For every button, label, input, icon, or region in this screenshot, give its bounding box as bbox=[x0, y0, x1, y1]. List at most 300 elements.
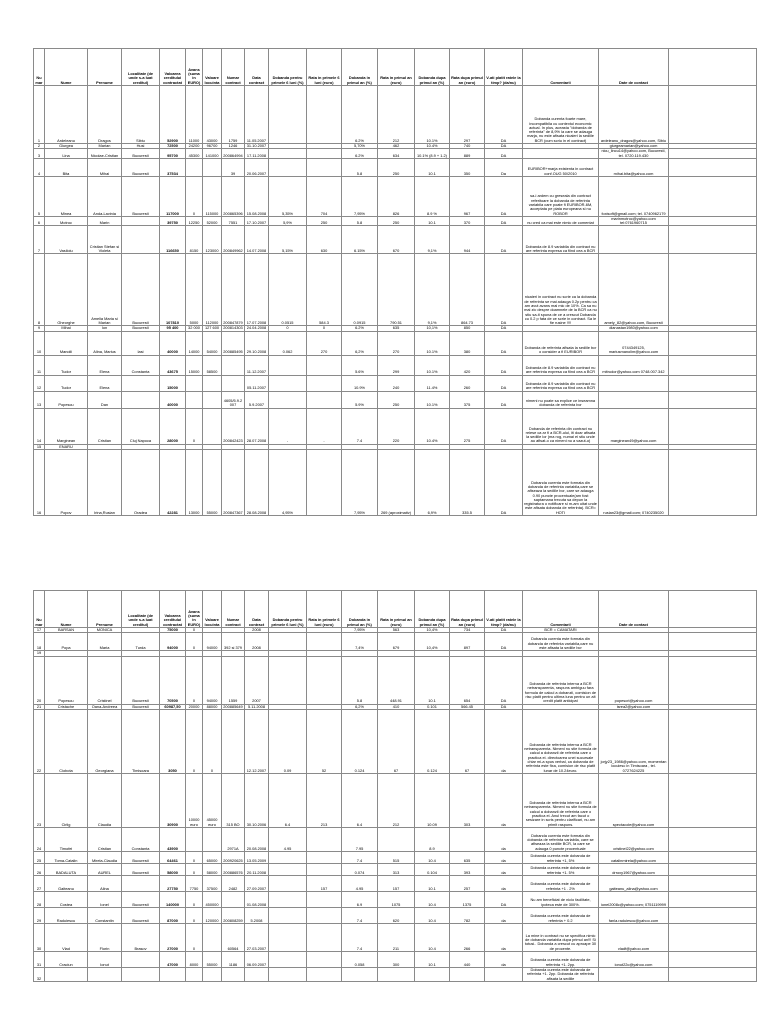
cell-data-contract: 5.2008 bbox=[245, 907, 269, 923]
cell-numar: 29 bbox=[34, 907, 45, 923]
cell-date-contact: 0744349125, mariusmanolim@yahoo.com bbox=[599, 331, 669, 355]
cell-valoare-locuinta: 112000 bbox=[203, 254, 222, 326]
cell-data-contract: 11.12.2007 bbox=[245, 355, 269, 375]
header-comentarii: Comentarii bbox=[523, 591, 599, 628]
cell-rata-dupa-primul-an: 864.73 bbox=[450, 254, 485, 326]
cell-rata-dupa-primul-an: 375 bbox=[450, 391, 485, 408]
cell-dobanda-dupa-primul-an: 10.1% (8.9 + 1.2) bbox=[415, 149, 450, 159]
cell-comentarii: Dobanda curenta foarte mare, incompatibila cu contextul economic actual. In plus, aceasta "dobanda de referinta" de 8,9% la care se adauga marja, nu este afisata nicaieri la sediile BCR (cum scriu in el contract) bbox=[523, 86, 599, 144]
cell-comentarii: Dobanda curenta este formata din dobanda de referinta variabila, care se afiseaza la sediile BCR, la care se adauga 0 puncte procentuale bbox=[523, 827, 599, 851]
header-nume: Nume bbox=[45, 591, 88, 628]
cell-nume: Marginean bbox=[45, 408, 88, 444]
cell-prenume: Nicolae-Cristian bbox=[88, 149, 122, 159]
cell-valoare-credit: 40000 bbox=[160, 331, 186, 355]
cell-prenume: Oana-Andreea bbox=[88, 704, 122, 709]
cell-localitate: Timisoara bbox=[122, 709, 160, 773]
cell-dobanda-primul-an: 5.9% bbox=[342, 391, 378, 408]
cell-data-contract: 06.09.2007 bbox=[245, 951, 269, 967]
cell-comentarii: nimeni nu poate sa explice ce inseamna dobanda de referinta bcr bbox=[523, 391, 599, 408]
cell-nume: Giurgea bbox=[45, 144, 88, 149]
cell-comentarii: Dobanda de 8.9 variabila din contract nu are referinta expresa ca fiind cea a BCR bbox=[523, 355, 599, 375]
cell-nume: Vasiloiu bbox=[45, 226, 88, 254]
cell-rate-la-timp: da bbox=[485, 875, 523, 891]
cell-dobanda-6-luni: 5,9% bbox=[269, 216, 307, 226]
cell-rata-dupa-primul-an: 635 bbox=[450, 851, 485, 863]
table-row bbox=[34, 709, 757, 773]
cell-rata-dupa-primul-an: 654 bbox=[450, 656, 485, 704]
cell-localitate bbox=[122, 951, 160, 967]
cell-numar: 7 bbox=[34, 226, 45, 254]
header-avans: Avans (suma in EURO) bbox=[186, 49, 203, 86]
cell-rata-dupa-primul-an: 266 bbox=[450, 923, 485, 951]
cell-nume: Tudor bbox=[45, 375, 88, 391]
cell-rata-primul-an: 448.91 bbox=[378, 656, 415, 704]
cell-localitate bbox=[122, 226, 160, 254]
cell-prenume: Elena bbox=[88, 375, 122, 391]
header-valoare-locuinta: Valoare locuinta bbox=[203, 49, 222, 86]
cell-numar: 18 bbox=[34, 633, 45, 651]
cell-date-contact: jorjy23_1986@yahoo.com, momentan locuiesc in Timisoara , tel. 0727624225 bbox=[599, 709, 669, 773]
cell-avans: 8150 bbox=[186, 226, 203, 254]
cell-rate-la-timp: da bbox=[485, 851, 523, 863]
cell-localitate bbox=[122, 375, 160, 391]
cell-rata-6-luni bbox=[307, 923, 342, 951]
cell-rata-dupa-primul-an: 380 bbox=[450, 331, 485, 355]
header-localitate: Localitate (de unde s-a luat creditul) bbox=[122, 591, 160, 628]
header-dobanda-dupa-primul-an: Dobanda dupa primul an (%) bbox=[415, 49, 450, 86]
cell-data-contract: 20.11.2008 bbox=[245, 863, 269, 875]
cell-comentarii: Dobanda de referinta afisata la sediile bcr o consider a fi EURIBOR bbox=[523, 331, 599, 355]
cell-date-contact: catalinmirela@yahoo.com bbox=[599, 851, 669, 863]
cell-date-contact bbox=[599, 967, 669, 981]
header-data-contract: Data contract bbox=[245, 591, 269, 628]
cell-numar: 16 bbox=[34, 450, 45, 516]
header-comentarii: Comentarii bbox=[523, 49, 599, 86]
cell-localitate: Constanta bbox=[122, 827, 160, 851]
header-empty bbox=[669, 591, 757, 628]
table-row bbox=[34, 355, 757, 375]
cell-comentarii: Nu am beneficiat de nicio facilitate, ipoteca este de 300%. bbox=[523, 891, 599, 907]
cell-empty bbox=[669, 951, 757, 967]
cell-rata-6-luni: 52 bbox=[307, 709, 342, 773]
cell-date-contact bbox=[599, 375, 669, 391]
cell-valoare-locuinta: 37500 bbox=[203, 875, 222, 891]
cell-numar: 24 bbox=[34, 827, 45, 851]
cell-rata-6-luni bbox=[307, 450, 342, 516]
cell-rata-primul-an bbox=[378, 827, 415, 851]
table-row bbox=[34, 633, 757, 651]
header-dobanda-6-luni: Dobanda pentru primele 6 luni (%) bbox=[269, 591, 307, 628]
cell-rata-6-luni bbox=[307, 851, 342, 863]
cell-data-contract: 2007 bbox=[245, 656, 269, 704]
cell-rata-primul-an: 515 bbox=[378, 851, 415, 863]
header-dobanda-primul-an: Dobanda in primul an (%) bbox=[342, 591, 378, 628]
cell-rata-6-luni bbox=[307, 656, 342, 704]
cell-date-contact bbox=[599, 391, 669, 408]
cell-dobanda-6-luni: 5,35% bbox=[269, 176, 307, 216]
table-row bbox=[34, 144, 757, 149]
cell-rate-la-timp: DA bbox=[485, 891, 523, 907]
cell-numar: 10 bbox=[34, 331, 45, 355]
cell-rata-dupa-primul-an: 566.45 bbox=[450, 704, 485, 709]
cell-comentarii: Dobanda curenta este dobanda de referinta +1 . 2% bbox=[523, 875, 599, 891]
cell-valoare-credit: 70500 bbox=[160, 656, 186, 704]
cell-nume: Lina bbox=[45, 149, 88, 159]
cell-numar-contract: 315 BO bbox=[222, 773, 245, 827]
cell-dobanda-primul-an: 7.4 bbox=[342, 851, 378, 863]
cell-date-contact: nicu_lincu14@yahoo.com, Bucuresti, tel. 0720.119.430 bbox=[599, 149, 669, 159]
cell-date-contact: spectacole@yahoo.com bbox=[599, 773, 669, 827]
cell-valoare-credit: 95 400 bbox=[160, 326, 186, 331]
cell-numar: 32 bbox=[34, 967, 45, 981]
cell-avans bbox=[186, 967, 203, 981]
cell-dobanda-6-luni bbox=[269, 158, 307, 176]
cell-rata-6-luni: 270 bbox=[307, 331, 342, 355]
cell-empty bbox=[669, 331, 757, 355]
cell-numar-contract: 200865396 bbox=[222, 176, 245, 216]
cell-localitate: Constanta bbox=[122, 355, 160, 375]
cell-nume: Motroc bbox=[45, 216, 88, 226]
cell-numar-contract: 2482 bbox=[222, 875, 245, 891]
cell-rata-primul-an: 635 bbox=[378, 326, 415, 331]
cell-nume: Popescu bbox=[45, 391, 88, 408]
cell-rata-dupa-primul-an: 850 bbox=[450, 326, 485, 331]
cell-dobanda-primul-an: 6.15% bbox=[342, 226, 378, 254]
table-row bbox=[34, 891, 757, 907]
table-row bbox=[34, 158, 757, 176]
cell-rata-6-luni bbox=[307, 149, 342, 159]
cell-dobanda-dupa-primul-an: 10.1 bbox=[415, 216, 450, 226]
cell-date-contact: cristinel22@yahoo.com bbox=[599, 827, 669, 851]
cell-numar-contract: 392 si 379 bbox=[222, 633, 245, 651]
cell-dobanda-dupa-primul-an: 10.1 bbox=[415, 875, 450, 891]
cell-dobanda-primul-an: 5.8 bbox=[342, 158, 378, 176]
cell-prenume: Alina, Marius bbox=[88, 331, 122, 355]
header-row bbox=[34, 591, 757, 628]
cell-numar-contract: 200885495 bbox=[222, 331, 245, 355]
cell-comentarii: EURIBOR+marja existenta in contract conf.OUG 50/2010 bbox=[523, 158, 599, 176]
cell-numar-contract: 2971A bbox=[222, 827, 245, 851]
cell-localitate: Cluj Napoca bbox=[122, 408, 160, 444]
cell-numar-contract: 4605/5.9.2007 bbox=[222, 391, 245, 408]
cell-rata-dupa-primul-an: 257 bbox=[450, 875, 485, 891]
table-row bbox=[34, 375, 757, 391]
cell-valoare-locuinta: 0 bbox=[203, 709, 222, 773]
cell-valoare-credit: 47000 bbox=[160, 951, 186, 967]
cell-dobanda-6-luni: 0.09 bbox=[269, 709, 307, 773]
cell-prenume: Elena bbox=[88, 355, 122, 375]
cell-empty bbox=[669, 355, 757, 375]
cell-dobanda-primul-an: 6.2% bbox=[342, 326, 378, 331]
cell-empty bbox=[669, 967, 757, 981]
cell-valoare-credit: 3050 bbox=[160, 709, 186, 773]
cell-dobanda-primul-an: 6.4 bbox=[342, 773, 378, 827]
cell-rata-primul-an: 67 bbox=[378, 709, 415, 773]
cell-comentarii: La mine in contract nu se specifica nimic de dobanda variabila dupa primul an!!! Si totusi.. Dobanda a crescut cu aproape 30 de procente. bbox=[523, 923, 599, 951]
header-date-contact: Date de contact bbox=[599, 591, 669, 628]
cell-rata-dupa-primul-an: 297 bbox=[450, 86, 485, 144]
cell-valoare-credit: 27000 bbox=[160, 923, 186, 951]
cell-dobanda-primul-an: 7.95 bbox=[342, 827, 378, 851]
cell-dobanda-primul-an: 6,2% bbox=[342, 331, 378, 355]
cell-rata-dupa-primul-an: 393 bbox=[450, 863, 485, 875]
cell-prenume: Cristian bbox=[88, 827, 122, 851]
cell-valoare-locuinta bbox=[203, 158, 222, 176]
cell-valoare-locuinta: 123000 bbox=[203, 226, 222, 254]
cell-dobanda-primul-an: 6.9 bbox=[342, 891, 378, 907]
cell-dobanda-primul-an: 5,70% bbox=[342, 144, 378, 149]
cell-numar: 31 bbox=[34, 951, 45, 967]
cell-avans: 0 bbox=[186, 628, 203, 633]
cell-comentarii: Dobanda curenta este formata din dobanda de referinta variabila,care nu este afisata la sediile bcr bbox=[523, 633, 599, 651]
cell-dobanda-primul-an bbox=[342, 967, 378, 981]
cell-date-contact: ionut22c@yahoo.com bbox=[599, 951, 669, 967]
cell-empty bbox=[669, 391, 757, 408]
cell-prenume: Claudia bbox=[88, 773, 122, 827]
cell-date-contact: fanla.raduiescu@yahoo.com bbox=[599, 907, 669, 923]
cell-data-contract: 05.11.2007 bbox=[245, 375, 269, 391]
cell-valoare-credit: 43900 bbox=[160, 827, 186, 851]
cell-rata-dupa-primul-an: 1375 bbox=[450, 891, 485, 907]
cell-dobanda-dupa-primul-an: 10.1% bbox=[415, 331, 450, 355]
table-row bbox=[34, 875, 757, 891]
cell-localitate: Bucuresti bbox=[122, 656, 160, 704]
table-row bbox=[34, 773, 757, 827]
cell-rata-6-luni: 630 bbox=[307, 226, 342, 254]
cell-rata-6-luni bbox=[307, 86, 342, 144]
table-body bbox=[34, 86, 757, 516]
header-valoare-credit: Valoarea creditului contractat bbox=[160, 49, 186, 86]
cell-rate-la-timp: da bbox=[485, 907, 523, 923]
cell-numar-contract bbox=[222, 891, 245, 907]
cell-data-contract: 30.10.2006 bbox=[245, 773, 269, 827]
cell-valoare-credit: 64461 bbox=[160, 851, 186, 863]
cell-rate-la-timp: DA bbox=[485, 628, 523, 633]
cell-rata-6-luni: 213 bbox=[307, 773, 342, 827]
cell-rata-6-luni bbox=[307, 951, 342, 967]
cell-nume: ENARU bbox=[45, 444, 88, 449]
cell-rate-la-timp: da bbox=[485, 827, 523, 851]
cell-date-contact: drroxy1967@yahoo.com bbox=[599, 863, 669, 875]
cell-nume: Tudor bbox=[45, 355, 88, 375]
spreadsheet-page-1 bbox=[33, 48, 736, 516]
cell-rata-6-luni bbox=[307, 907, 342, 923]
cell-rata-primul-an: 300 bbox=[378, 951, 415, 967]
cell-numar: 22 bbox=[34, 709, 45, 773]
header-rata-primul-an: Rata in primul an (euro) bbox=[378, 591, 415, 628]
cell-rate-la-timp: DA bbox=[485, 656, 523, 704]
cell-dobanda-6-luni: 0.0515 bbox=[269, 254, 307, 326]
cell-rate-la-timp: da bbox=[485, 863, 523, 875]
cell-rata-primul-an: 313 bbox=[378, 863, 415, 875]
cell-dobanda-dupa-primul-an: 10.1% bbox=[415, 355, 450, 375]
cell-data-contract: 14.07.2008 bbox=[245, 226, 269, 254]
cell-valoare-credit: 140000 bbox=[160, 891, 186, 907]
cell-valoare-credit: 52900 bbox=[160, 86, 186, 144]
cell-date-contact: dianastan1980@yahoo.com bbox=[599, 326, 669, 331]
cell-prenume: Mirela-Claudia bbox=[88, 851, 122, 863]
cell-empty bbox=[669, 891, 757, 907]
cell-date-contact: marginean49@yahoo.com bbox=[599, 408, 669, 444]
cell-dobanda-6-luni: - bbox=[269, 408, 307, 444]
cell-comentarii: nicaieri in contract nu scrie ca la dobanda de referinta se mai adauga 0.2p pentru ca am avut avans mai mic de 10%. Ca sa nu mai zic despre doamnele de la BCR ca nu stiu sa-ti spuna de ce a crescut Dobanda cu 0.2 p fata de ce scrie in contract. Sa le fie rusine !!!! bbox=[523, 254, 599, 326]
cell-date-contact: mitrudor@yahoo.com 0748.007.342 bbox=[599, 355, 669, 375]
cell-empty bbox=[669, 176, 757, 216]
cell-dobanda-6-luni bbox=[269, 891, 307, 907]
cell-date-contact: foxisoft@gmail.com; tel. 0740962179 bbox=[599, 176, 669, 216]
cell-empty bbox=[669, 633, 757, 651]
cell-empty bbox=[669, 375, 757, 391]
cell-data-contract: 15.08.2008 bbox=[245, 176, 269, 216]
cell-dobanda-dupa-primul-an: 10.4% bbox=[415, 144, 450, 149]
cell-dobanda-dupa-primul-an: 10,4% bbox=[415, 633, 450, 651]
table-row bbox=[34, 704, 757, 709]
cell-dobanda-dupa-primul-an: 10.1 bbox=[415, 656, 450, 704]
cell-rate-la-timp: DA bbox=[485, 391, 523, 408]
cell-dobanda-primul-an: 5.6% bbox=[342, 355, 378, 375]
cell-rata-dupa-primul-an: 440 bbox=[450, 951, 485, 967]
cell-localitate: Bucuresti bbox=[122, 176, 160, 216]
header-rata-dupa-primul-an: Rata dupa primul an (euro) bbox=[450, 49, 485, 86]
cell-valoare-locuinta: 120000 bbox=[203, 907, 222, 923]
cell-avans: 0 bbox=[186, 863, 203, 875]
cell-valoare-locuinta: 115000 bbox=[203, 176, 222, 216]
header-date-contact: Date de contact bbox=[599, 49, 669, 86]
cell-localitate bbox=[122, 391, 160, 408]
cell-empty bbox=[669, 450, 757, 516]
cell-rate-la-timp: Da bbox=[485, 158, 523, 176]
cell-empty bbox=[669, 408, 757, 444]
cell-numar-contract: 200814303 bbox=[223, 325, 243, 331]
cell-valoare-locuinta: 450000 bbox=[203, 891, 222, 907]
cell-dobanda-primul-an: 0.0915 bbox=[342, 254, 378, 326]
cell-comentarii: Dobanda curenta este dobanda de referinta +1. 2pp. bbox=[523, 951, 599, 967]
cell-valoare-locuinta: 43000 bbox=[203, 86, 222, 144]
cell-numar-contract: 200849962 bbox=[222, 226, 245, 254]
cell-prenume: Dan bbox=[88, 391, 122, 408]
cell-numar: 1 bbox=[34, 86, 45, 144]
cell-empty bbox=[669, 773, 757, 827]
cell-date-contact: giurgeamarian@yahoo.com bbox=[599, 144, 669, 149]
header-numar-contract: Numar contract bbox=[222, 591, 245, 628]
header-numar-contract: Numar contract bbox=[222, 49, 245, 86]
cell-avans: 13000 bbox=[186, 450, 203, 516]
cell-comentarii: Dobanda de referinta interna a BCR netransparenta. Nimeni nu stie formula de calcul a dobanzii de referinta care o practica ei. Anul trecut am facut o sesizare in scris pentru clarificari, nu am primit raspuns. bbox=[523, 773, 599, 827]
cell-rata-6-luni bbox=[307, 158, 342, 176]
cell-dobanda-6-luni: 4.95 bbox=[269, 827, 307, 851]
cell-rate-la-timp: da bbox=[485, 773, 523, 827]
cell-dobanda-dupa-primul-an: 10.4 bbox=[415, 907, 450, 923]
cell-rata-dupa-primul-an: 335.5 bbox=[450, 450, 485, 516]
cell-rata-6-luni bbox=[307, 891, 342, 907]
cell-avans: 15000 bbox=[186, 355, 203, 375]
cell-numar: 28 bbox=[34, 891, 45, 907]
cell-nume: Minea bbox=[45, 176, 88, 216]
table-row bbox=[34, 967, 757, 981]
cell-rate-la-timp: DA bbox=[485, 355, 523, 375]
cell-rata-6-luni bbox=[307, 967, 342, 981]
cell-avans: 10000 euro bbox=[186, 773, 203, 827]
cell-rate-la-timp: DA bbox=[485, 375, 523, 391]
cell-dobanda-6-luni bbox=[269, 875, 307, 891]
cell-valoare-credit: 40000 bbox=[160, 391, 186, 408]
cell-numar: 3 bbox=[34, 149, 45, 159]
cell-data-contract: 2008 bbox=[245, 633, 269, 651]
cell-valoare-credit: 117000 bbox=[160, 176, 186, 216]
cell-prenume: Irina,Rusian bbox=[88, 450, 122, 516]
cell-nume: Cristache bbox=[45, 704, 88, 709]
cell-rata-dupa-primul-an: 967 bbox=[450, 176, 485, 216]
cell-numar-contract: 1186 bbox=[222, 951, 245, 967]
cell-localitate: Bucuresti bbox=[122, 907, 160, 923]
cell-dobanda-dupa-primul-an: 10,4% bbox=[415, 628, 450, 633]
cell-data-contract: 20.08.2008 bbox=[245, 827, 269, 851]
cell-valoare-locuinta: 58000 bbox=[203, 863, 222, 875]
cell-rata-dupa-primul-an: 897 bbox=[450, 633, 485, 651]
cell-dobanda-dupa-primul-an: 10.09 bbox=[415, 773, 450, 827]
cell-rata-6-luni: 0 bbox=[307, 326, 342, 331]
cell-rata-primul-an: 826 bbox=[378, 176, 415, 216]
header-prenume: Prenume bbox=[88, 591, 122, 628]
cell-valoare-credit bbox=[160, 967, 186, 981]
cell-date-contact: ionel2008c@yahoo.com; 0751119999 bbox=[599, 891, 669, 907]
cell-avans: 0 bbox=[186, 656, 203, 704]
cell-dobanda-primul-an: 7.4 bbox=[342, 408, 378, 444]
cell-valoare-locuinta: 88000 bbox=[203, 704, 222, 709]
cell-rata-dupa-primul-an: 889 bbox=[450, 149, 485, 159]
cell-avans: 8000 bbox=[186, 951, 203, 967]
cell-comentarii: Dobanda de referinta interna a BCR netransparenta, raspuns ambiguu fara formula de calcul a dobanzii, comision de risc platit pentru ultima luna pentru un alt credit platit anticipat bbox=[523, 656, 599, 704]
cell-rate-la-timp: DA bbox=[485, 226, 523, 254]
cell-rata-primul-an: 240 bbox=[378, 375, 415, 391]
cell-nume: Raduiescu bbox=[45, 907, 88, 923]
cell-dobanda-dupa-primul-an: 10.1 bbox=[415, 951, 450, 967]
cell-localitate bbox=[122, 875, 160, 891]
cell-empty bbox=[669, 923, 757, 951]
cell-valoare-credit: 39750 bbox=[160, 216, 186, 226]
cell-prenume: Mihai bbox=[88, 158, 122, 176]
cell-rata-primul-an: 634 bbox=[378, 149, 415, 159]
cell-prenume bbox=[88, 967, 122, 981]
cell-data-contract: 27.03.2007 bbox=[245, 923, 269, 951]
cell-valoare-locuinta: 55000 bbox=[203, 951, 222, 967]
cell-dobanda-6-luni bbox=[269, 375, 307, 391]
header-avans: Avans (suma in EURO) bbox=[186, 591, 203, 628]
cell-dobanda-6-luni bbox=[269, 863, 307, 875]
cell-valoare-credit: 28000 bbox=[160, 408, 186, 444]
cell-numar-contract: 200920625 bbox=[222, 851, 245, 863]
cell-localitate: Bucuresti bbox=[122, 704, 160, 709]
cell-localitate: Oradea bbox=[122, 450, 160, 516]
header-dobanda-dupa-primul-an: Dobanda dupa primul an (%) bbox=[415, 591, 450, 628]
cell-valoare-locuinta bbox=[203, 408, 222, 444]
table-row bbox=[34, 326, 757, 331]
cell-dobanda-6-luni bbox=[269, 907, 307, 923]
cell-valoare-locuinta: 96700 bbox=[203, 144, 222, 149]
cell-valoare-credit: 116650 bbox=[160, 226, 186, 254]
cell-rata-primul-an: 790.51 bbox=[378, 254, 415, 326]
cell-empty bbox=[669, 875, 757, 891]
header-rate-la-timp: V-ati platit ratele la timp? (da/nu) bbox=[485, 591, 523, 628]
cell-avans bbox=[186, 391, 203, 408]
cell-comentarii: Dobanda curenta este dobanda de referinta +1, 5% bbox=[523, 851, 599, 863]
cell-numar-contract: 200842423 bbox=[222, 408, 245, 444]
cell-numar: 30 bbox=[34, 923, 45, 951]
cell-valoare-locuinta: 127 600 bbox=[203, 326, 222, 331]
cell-prenume: Georgiana bbox=[88, 709, 122, 773]
cell-localitate: Bucuresti bbox=[122, 158, 160, 176]
cell-nume: Toma-Catalin bbox=[45, 851, 88, 863]
